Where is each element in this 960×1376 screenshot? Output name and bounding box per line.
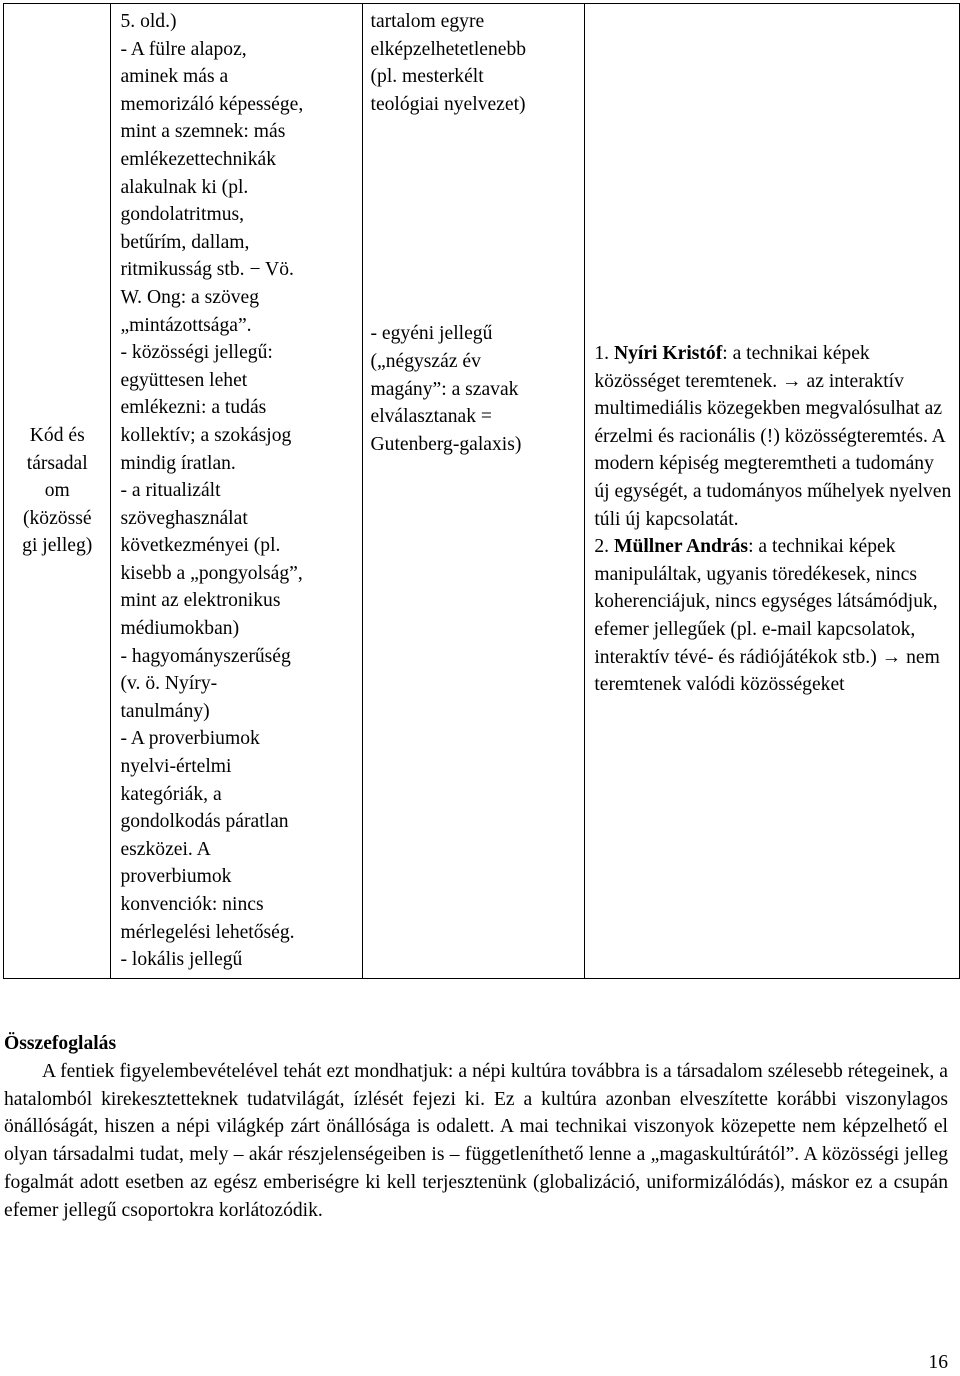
row-label: Kód és társadal om (közössé gi jelleg)	[22, 424, 93, 557]
oral-culture-text: 5. old.) - A fülre alapoz, aminek más a memorizáló képessége, mint a szemnek: más emlékezettechnikák alakulnak ki (pl. gondolatritmus, betűrím, dallam, ritmikusság stb. − Vö. W. Ong: a szöveg „mintázottsága”. - közösségi jellegű: együttesen lehet emlékezni: a tudás kollektív; a szokásjog mindig íratlan. - a ritualizált szöveghasználat következményei (pl. kisebb a „pongyolság”, mint az elektronikus médiumokban) - hagyományszerűség (v. ö. Nyíry- tanulmány) - A proverbiumok nyelvi-értelmi kategóriák, a gondolkodás páratlan eszközei. A proverbiumok konvenciók: nincs mérlegelési lehetőség. - lokális jellegű	[120, 11, 304, 971]
comparison-table	[3, 3, 960, 979]
cell-spacer	[371, 118, 579, 320]
row-label-cell	[4, 4, 111, 979]
item-text: : a technikai képek közösséget teremtenek. → az interaktív multimediális közegekben megvalósulhat az érzelmi és racionális (!) közösségteremtés. A modern képiség megteremtheti a tudomány új egységét, a tudományos műhelyek nyelven túli új kapcsolatát.	[594, 343, 952, 530]
technical-image-paragraph-2	[594, 533, 953, 699]
print-culture-bottom-text: - egyéni jellegű („négyszáz év magány”: a szavak elválasztanak = Gutenberg-galaxis)	[370, 323, 522, 455]
technical-image-paragraph-1	[594, 340, 953, 533]
print-culture-cell	[362, 4, 585, 979]
technical-image-content	[594, 8, 953, 699]
table-row	[4, 4, 960, 979]
item-number: 1.	[594, 343, 610, 364]
summary-section	[4, 1030, 948, 1225]
print-culture-top-text: tartalom egyre elképzelhetetlenebb (pl. mesterkélt teológiai nyelvezet)	[370, 11, 527, 115]
author-name: Müllner András	[613, 536, 749, 558]
item-number: 2.	[594, 536, 610, 558]
item-text: : a technikai képek manipuláltak, ugyanis töredékesek, nincs koherenciájuk, nincs egységes látsámódjuk, efemer jellegűek (pl. e-mail kapcsolatok, interaktív tévé- és rádiójátékok stb.) → nem teremtenek valódi közösségeket	[594, 536, 940, 696]
summary-heading: Összefoglalás	[4, 1033, 117, 1054]
oral-culture-cell	[111, 4, 362, 979]
summary-paragraph: A fentiek figyelembevételével tehát ezt mondhatjuk: a népi kultúra továbbra is a társadalom szélesebb rétegeinek, a hatalomból kirekesztetteknek tudatvilágát, ízlését fejezi ki. Ez a kultúra azonban elveszítette korábbi viszonylagos önállóságát, hiszen a népi világkép zárt önállósága is odalett. A mai technikai viszonyok közepette nem képzelhető el olyan társadalmi tudat, mely – akár részjelenségeiben is – függetleníthető lenne a „magaskultúrától”. A közösségi jelleg fogalmát adott esetben az egész emberiségre ki kell terjesztenünk (globalizáció, uniformizálódás), máskor ez a csupán efemer jellegű csoportokra korlátozódik.	[4, 1060, 948, 1221]
technical-image-cell	[585, 4, 960, 979]
page-number: 16	[928, 1352, 948, 1373]
author-name: Nyíri Kristóf	[613, 343, 723, 364]
